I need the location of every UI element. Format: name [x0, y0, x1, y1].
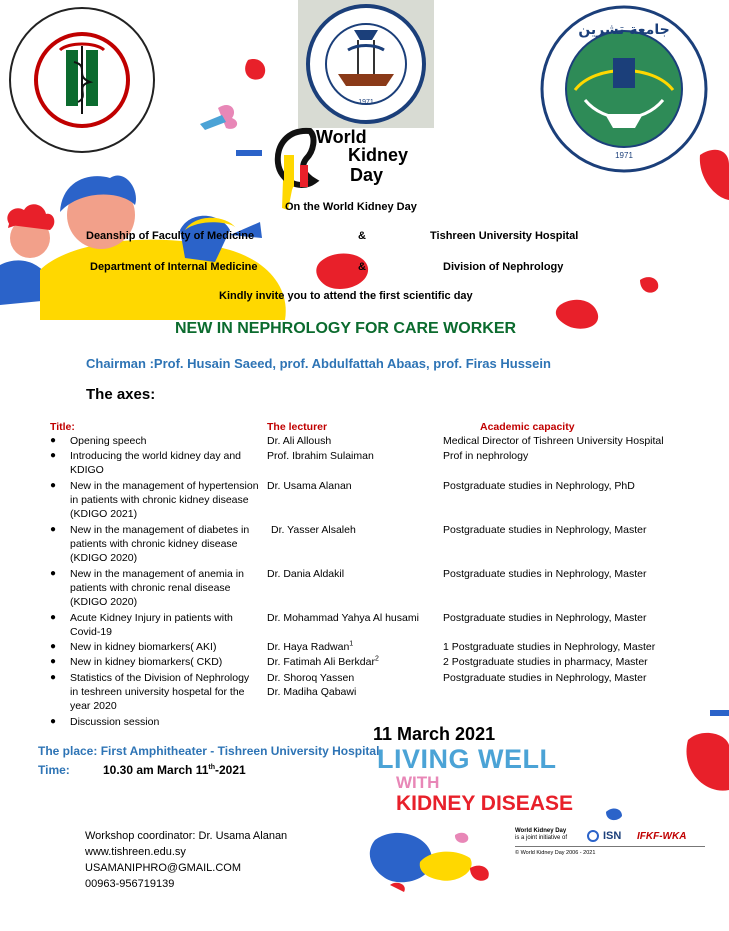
isn-text: ISN	[603, 830, 622, 842]
table-header-academic: Academic capacity	[480, 421, 575, 433]
row-lecturer: Dr. Haya Radwan	[267, 641, 350, 653]
bullet-icon: ●	[50, 568, 57, 579]
row-title: New in kidney biomarkers( AKI)	[70, 641, 217, 653]
world-kidney-day-logo	[270, 125, 440, 197]
row-lecturer: Dr. Mohammad Yahya Al husami	[267, 612, 419, 624]
time-value-main: 10.30 am March 11	[103, 763, 209, 777]
axes-heading: The axes:	[86, 386, 156, 403]
footer-wkd-line2: is a joint initiative of	[515, 835, 568, 841]
row-academic: Postgraduate studies in Nephrology, Master	[443, 612, 647, 624]
chairman-line: Chairman :Prof. Husain Saeed, prof. Abdulfattah Abaas, prof. Firas Hussein	[86, 356, 551, 371]
contact-block	[85, 828, 287, 892]
hospital-logo	[8, 6, 156, 154]
row-lecturer: Dr. Dania Aldakil	[267, 568, 345, 580]
bullet-icon: ●	[50, 450, 57, 461]
university-logo	[535, 4, 713, 174]
row-title: Introducing the world kidney day and KDIGO	[70, 450, 242, 476]
place-label: The place:	[38, 744, 98, 758]
organizer-right-2: Division of Nephrology	[443, 261, 564, 273]
invitation-text: Kindly invite you to attend the first scientific day	[219, 290, 473, 302]
wkd-line1: World	[316, 127, 367, 147]
row-lecturer: Dr. Ali Alloush	[267, 435, 332, 447]
row-title: New in the management of anemia in patients with chronic renal disease (KDIGO 2020)	[70, 568, 244, 608]
footer-divider	[515, 846, 705, 847]
faculty-of-medicine-seal-icon	[298, 0, 434, 128]
row-lecturer: Dr. Yasser Alsaleh	[271, 524, 356, 536]
row-title: New in the management of diabetes in patients with chronic kidney disease (KDIGO 2020)	[70, 524, 250, 564]
row-lecturer-2: Dr. Madiha Qabawi	[267, 686, 357, 698]
event-title: NEW IN NEPHROLOGY FOR CARE WORKER	[175, 320, 517, 337]
occasion-text: On the World Kidney Day	[285, 201, 417, 213]
wkd-line3: Day	[350, 165, 384, 185]
organizer-left-1: Deanship of Faculty of Medicine	[86, 230, 255, 242]
organizer-amp-1: &	[358, 230, 366, 242]
time-label: Time:	[38, 763, 70, 777]
hospital-seal-icon	[8, 6, 156, 154]
bullet-icon: ●	[50, 672, 57, 683]
ifkf-text: IFKF-WKA	[637, 831, 687, 842]
row-academic: Postgraduate studies in Nephrology, Master	[443, 524, 647, 536]
university-logo-year: 1971	[615, 151, 633, 160]
bullet-icon: ●	[50, 716, 57, 727]
row-title: Opening speech	[70, 435, 147, 447]
row-academic: Postgraduate studies in Nephrology, Master	[443, 568, 647, 580]
email-link[interactable]: USAMANIPHRO@GMAIL.COM	[85, 862, 242, 874]
faculty-logo-year: 1971	[358, 99, 374, 106]
theme-line1: LIVING WELL	[377, 744, 557, 774]
footnote-marker: 1	[349, 640, 354, 648]
table-header-lecturer: The lecturer	[267, 421, 328, 433]
row-academic: 2 Postgraduate studies in pharmacy, Master	[443, 656, 648, 668]
row-title: Discussion session	[70, 716, 160, 728]
row-title: New in the management of hypertension in patients with chronic kidney disease (KDIGO 2021)	[70, 480, 259, 520]
bullet-icon: ●	[50, 480, 57, 491]
organizer-left-2: Department of Internal Medicine	[90, 261, 258, 273]
phone-number: 00963-956719139	[85, 878, 175, 890]
university-title-ar: جامعة تشرين	[578, 22, 670, 38]
bullet-icon: ●	[50, 524, 57, 535]
faculty-logo	[298, 0, 434, 128]
row-academic: Postgraduate studies in Nephrology, Master	[443, 672, 647, 684]
row-lecturer-wrap	[267, 655, 442, 669]
row-title: Statistics of the Division of Nephrology in teshreen university hospetal for the year 2020	[70, 672, 250, 712]
table-header-title: Title:	[50, 421, 75, 433]
row-academic: 1 Postgraduate studies in Nephrology, Master	[443, 641, 656, 653]
bullet-icon: ●	[50, 656, 57, 667]
bullet-icon: ●	[50, 641, 57, 652]
row-lecturer: Dr. Usama Alanan	[267, 480, 352, 492]
isn-logo-icon	[587, 830, 599, 842]
theme-line2: WITH	[396, 773, 440, 792]
time-value	[103, 763, 246, 777]
website-link[interactable]: www.tishreen.edu.sy	[85, 846, 186, 858]
coordinator-text: Workshop coordinator: Dr. Usama Alanan	[85, 830, 288, 842]
bullet-icon: ●	[50, 612, 57, 623]
time-value-sup: th	[208, 764, 216, 771]
footer-copyright: © World Kidney Day 2006 - 2021	[515, 850, 596, 856]
university-seal-icon	[535, 4, 713, 174]
theme-line3: KIDNEY DISEASE	[396, 792, 573, 815]
row-lecturer: Dr. Fatimah Ali Berkdar	[267, 656, 375, 668]
footnote-marker: 2	[374, 655, 379, 663]
organizer-right-1: Tishreen University Hospital	[430, 230, 579, 242]
row-academic: Prof in nephrology	[443, 450, 529, 462]
row-lecturer: Prof. Ibrahim Sulaiman	[267, 450, 374, 462]
row-lecturer-wrap	[267, 640, 442, 654]
row-title: Acute Kidney Injury in patients with Covid-19	[70, 612, 233, 638]
wkd-line2: Kidney	[348, 145, 409, 165]
time-value-year: -2021	[215, 763, 246, 777]
row-lecturer: Dr. Shoroq Yassen	[267, 672, 355, 684]
row-academic: Postgraduate studies in Nephrology, PhD	[443, 480, 635, 492]
organizer-amp-2: &	[358, 261, 366, 273]
place-value: First Amphitheater - Tishreen University Hospital	[100, 744, 380, 758]
event-date-banner: 11 March 2021	[373, 724, 496, 744]
footer-wkd-line1: World Kidney Day	[515, 828, 567, 834]
footer-partner-logos	[515, 828, 705, 862]
bullet-icon: ●	[50, 435, 57, 446]
place-line	[38, 744, 379, 758]
row-academic: Medical Director of Tishreen University Hospital	[443, 435, 664, 447]
row-title: New in kidney biomarkers( CKD)	[70, 656, 223, 668]
